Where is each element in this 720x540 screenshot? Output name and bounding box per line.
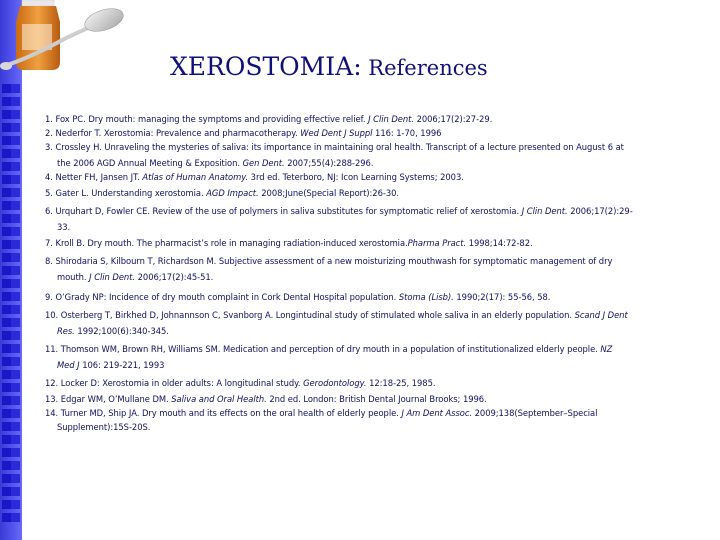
decorative-square [11,305,20,314]
reference-item [45,392,695,406]
reference-item [45,342,695,372]
decorative-square [11,162,20,171]
reference-continuation [45,420,695,434]
decorative-square [11,513,20,522]
decorative-square [11,149,20,158]
decorative-square [11,474,20,483]
reference-item [45,308,695,338]
decorative-square [11,214,20,223]
decorative-square [2,253,11,262]
decorative-square [11,279,20,288]
reference-text: 2006;17(2):27-29. [413,114,493,124]
reference-text: 14. Turner MD, Ship JA. Dry mouth and its effects on the oral health of elderly people. [45,408,402,418]
reference-text: 2006;17(2):29- [567,206,633,216]
reference-text: Supplement):15S-20S. [57,422,151,432]
decorative-squares-right [11,84,20,526]
reference-source: NZ [600,344,613,354]
decorative-square [2,279,11,288]
decorative-square [11,383,20,392]
reference-item [45,186,695,200]
reference-text: 33. [57,222,71,232]
reference-continuation [45,156,695,170]
decorative-square [2,136,11,145]
reference-text: 106: 219-221, 1993 [79,360,165,370]
decorative-square [11,435,20,444]
reference-text: 1998;14:72-82. [466,238,533,248]
decorative-square [11,500,20,509]
reference-item [45,140,695,170]
decorative-squares-left [2,84,11,526]
decorative-square [2,448,11,457]
reference-line [45,376,695,390]
decorative-square [2,513,11,522]
decorative-square [2,435,11,444]
decorative-square [11,110,20,119]
decorative-square [2,188,11,197]
decorative-square [11,266,20,275]
reference-line [45,186,695,200]
reference-source: Med J [57,360,80,370]
decorative-square [2,123,11,132]
reference-source: Atlas of Human Anatomy. [142,172,249,182]
reference-source: AGD Impact. [206,188,259,198]
reference-line [45,204,695,218]
decorative-square [2,344,11,353]
decorative-square [2,266,11,275]
decorative-square [11,331,20,340]
reference-source: Pharma Pract. [407,238,467,248]
decorative-square [11,188,20,197]
reference-text: 1992;100(6):340-345. [74,326,169,336]
decorative-square [11,487,20,496]
decorative-square [2,487,11,496]
reference-item [45,204,695,234]
reference-source: J Am Dent Assoc. [401,408,473,418]
decorative-square [11,357,20,366]
decorative-square [2,461,11,470]
decorative-square [11,448,20,457]
decorative-square [11,370,20,379]
reference-line [45,170,695,184]
decorative-square [11,227,20,236]
reference-source: Gen Dent. [242,158,285,168]
reference-item [45,376,695,390]
reference-source: J Clin Dent. [89,272,136,282]
reference-source: Stoma (Lisb). [398,292,454,302]
slide-title [170,52,690,81]
reference-line [45,290,695,304]
reference-source: Gerodontology. [303,378,367,388]
decorative-square [11,318,20,327]
reference-source: Wed Dent J Suppl [300,128,373,138]
reference-source: J Clin Dent. [368,114,414,124]
reference-text: 4. Netter FH, Jansen JT. [45,172,143,182]
medicine-bottle-icon [0,0,140,100]
decorative-square [2,370,11,379]
reference-line [45,342,695,356]
decorative-square [11,396,20,405]
decorative-square [2,305,11,314]
reference-text: 12:18-25, 1985. [366,378,436,388]
decorative-square [11,253,20,262]
decorative-square [2,318,11,327]
reference-item [45,126,695,140]
reference-text: 6. Urquhart D, Fowler CE. Review of the use of polymers in saliva substitutes for symptomatic relief of xerostomia. [45,206,522,216]
decorative-square [2,227,11,236]
reference-item [45,290,695,304]
decorative-square [2,474,11,483]
decorative-square [11,422,20,431]
reference-item [45,112,695,126]
reference-text: 3. Crossley H. Unraveling the mysteries of saliva: its importance in maintaining oral health. Transcript of a lecture presented on August 6 at [45,142,624,152]
decorative-square [2,500,11,509]
reference-item [45,236,695,250]
decorative-square [11,292,20,301]
reference-text: 2006;17(2):45-51. [135,272,214,282]
reference-continuation [45,220,695,234]
reference-text: 13. Edgar WM, O’Mullane DM. [45,394,172,404]
reference-line [45,140,695,154]
reference-line [45,254,695,268]
reference-item [45,254,695,284]
reference-continuation [45,270,695,284]
reference-line [45,308,695,322]
reference-text: 10. Osterberg T, Birkhed D, Johnannson C, Svanborg A. Longintudinal study of stimulated whole saliva in an elderly population. [45,310,575,320]
decorative-square [2,331,11,340]
reference-text: 11. Thomson WM, Brown RH, Williams SM. Medication and perception of dry mouth in a population of institutionalized elderly people. [45,344,601,354]
decorative-square [11,201,20,210]
reference-text: mouth. [57,272,90,282]
reference-line [45,392,695,406]
decorative-square [2,149,11,158]
reference-text: 1990;2(17): 55-56, 58. [453,292,551,302]
reference-text: 2009;138(September–Special [472,408,598,418]
decorative-square [2,201,11,210]
reference-text: the 2006 AGD Annual Meeting & Exposition. [57,158,243,168]
decorative-square [11,175,20,184]
reference-text: 2008;June(Special Report):26-30. [258,188,399,198]
reference-text: 3rd ed. Teterboro, NJ: Icon Learning Systems; 2003. [248,172,464,182]
reference-text: 1. Fox PC. Dry mouth: managing the symptoms and providing effective relief. [45,114,369,124]
reference-line [45,126,695,140]
title-main: XEROSTOMIA: [170,52,362,81]
reference-item [45,170,695,184]
reference-text: 2nd ed. London: British Dental Journal Brooks; 1996. [266,394,487,404]
reference-item [45,406,695,434]
decorative-square [2,214,11,223]
decorative-square [2,162,11,171]
reference-line [45,406,695,420]
reference-line [45,236,695,250]
decorative-square [2,292,11,301]
decorative-square [2,110,11,119]
reference-source: Res. [57,326,75,336]
decorative-square [11,409,20,418]
reference-text: 12. Locker D: Xerostomia in older adults: A longitudinal study. [45,378,304,388]
reference-continuation [45,324,695,338]
decorative-square [11,240,20,249]
decorative-square [11,136,20,145]
title-sub: References [361,56,488,80]
reference-continuation [45,358,695,372]
reference-text: 7. Kroll B. Dry mouth. The pharmacist’s role in managing radiation-induced xerostomia. [45,238,408,248]
decorative-square [2,422,11,431]
decorative-square [11,461,20,470]
reference-source: J Clin Dent. [521,206,568,216]
reference-text: 116: 1-70, 1996 [372,128,442,138]
decorative-square [2,383,11,392]
decorative-square [2,240,11,249]
reference-line [45,112,695,126]
decorative-square [11,344,20,353]
decorative-square [11,123,20,132]
reference-source: Saliva and Oral Health. [171,394,267,404]
reference-text: 9. O’Grady NP: Incidence of dry mouth complaint in Cork Dental Hospital population. [45,292,399,302]
reference-text: 8. Shirodaria S, Kilbourn T, Richardson M. Subjective assessment of a new moisturizing mouthwash for symptomatic management of dry [45,256,613,266]
decorative-square [2,396,11,405]
reference-text: 2. Nederfor T. Xerostomia: Prevalence and pharmacotherapy. [45,128,301,138]
decorative-square [2,175,11,184]
decorative-square [2,409,11,418]
decorative-square [2,357,11,366]
reference-text: 5. Gater L. Understanding xerostomia. [45,188,207,198]
reference-text: 2007;55(4):288-296. [284,158,374,168]
reference-source: Scand J Dent [574,310,628,320]
